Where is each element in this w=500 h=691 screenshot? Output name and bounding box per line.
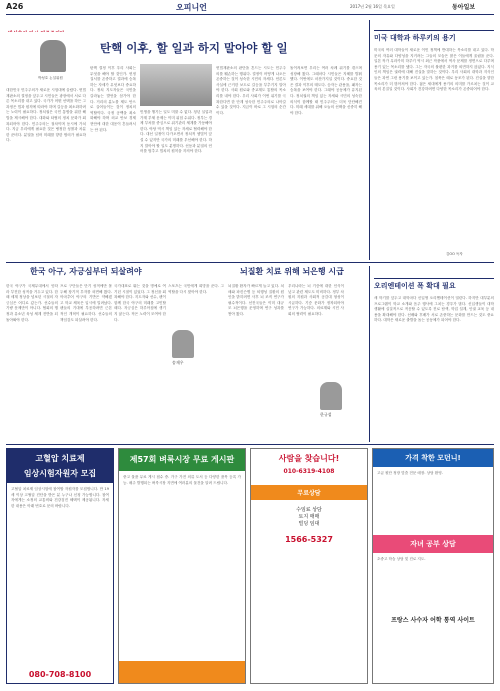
ad-right-a: 가격 착한 모던니! <box>373 449 493 467</box>
writer-name-2: 한규섭 <box>320 412 332 417</box>
page-number: A26 <box>6 2 24 11</box>
column-kicker <box>8 20 96 32</box>
ad-market-footer <box>119 661 245 683</box>
mid-body-1: 한국 야구가 국제무대에서 잇따라 부진한 성적을 거두고 있다. 한때 세계 정상을 넘보던 시절의 자긍심은 어디로 갔는가. 선수들의 기량 문제만이 아니다. 협회의 행정과 유소년 육성 체계 전반을 되돌아봐야 한다. <box>6 284 58 322</box>
writer-name-1: 송재우 <box>172 360 184 365</box>
columnist-byline: 박성호 논설위원 <box>38 76 63 80</box>
ad-market-title: 제57회 벼룩시장 무료 게시판 <box>119 449 245 471</box>
ad-right-b: 자녀 공부 상담 <box>373 535 493 553</box>
paper-name: 동아일보 <box>452 4 476 11</box>
mid-left-title: 한국 아구, 자긍심부터 되살려야 <box>30 266 142 276</box>
right-top-title: 미국 대학과 하루키의 용기 <box>374 33 456 42</box>
mid-kicker <box>170 268 210 278</box>
editorial-body-3: 헌법재판소의 판단을 흔드는 시도는 민주주의를 훼손하는 행위다. 결정이 어떻게 나오든 존중하는 것이 성숙한 시민의 자세다. 언론도 사실에 근거한 보도로 갈등을 부추기지 말아야 한다. 사회 원로와 종교계도 통합의 목소리를 내야 한다. 우리 사회가 이번 위기를 극복한다면 한 단계 성숙한 민주주의로 나아갈 수 있을 것이다. 지금이 바로 그 시험의 순간이다. <box>216 66 286 115</box>
col1-body: 대한민국 민주주의가 새로운 시험대에 올랐다. 헌법 재판소의 결정을 앞두고 시민들은 광장에서 서로 다른 목소리를 내고 있다. 국가가 어떤 선택을 하든 그 과정은 법과 원칙에 따라야 하며 갈등을 최소화하려는 노력이 필요하다. 정치권은 국민 통합을 위한 해법을 제시해야 한다. 대화와 타협의 정치 문화가 회복되어야 한다. 민주주의는 절차이며 동시에 가치다. 지금 우리에게 필요한 것은 냉정한 성찰과 차분한 준비다. 분열을 넘어 미래를 향한 합의가 필요하다. <box>6 88 86 143</box>
right-top-kicker <box>374 20 494 30</box>
ad-clinical-phone[interactable]: 080-708-8100 <box>28 670 92 679</box>
right-mid-body: 새 학기를 앞두고 대학마다 신입생 오리엔테이션이 열린다. 하지만 대부분의 프로그램이 학교 소개와 음주 행사에 그치는 경우가 많다. 신입생들이 대학 생활에 실질적으로 적응할 수 있도록 진로 탐색, 학업 설계, 인권 교육 등 내용을 확대해야 한다. 선배와 후배가 서로 존중하는 문화를 만드는 것도 중요하다. 대학은 새로운 출발을 돕는 공동체가 되어야 한다. <box>374 296 494 323</box>
mid-body-5: 뇌질환 환자가 빠르게 늘고 있다. 치매와 파킨슨병 등 퇴행성 질환의 원인을 밝히려면 사후 뇌 조직 연구가 필수적이다. 선진국들은 이미 대규모 뇌은행을 운영하며 연구 성과를 쌓아 왔다. <box>228 284 284 316</box>
editorial-title: 탄핵 이후, 할 일과 하지 말아야 할 일 <box>100 41 288 55</box>
ad-market-body: 중고 물품 무료 게시 접수 중. 가구 가전 의류 도서 등 다양한 품목 등록 가능. 매주 발행되는 벼룩시장 지면에 여러분의 물건을 알려 드립니다. <box>123 475 241 485</box>
ad-consult-line-2: 토지 매매 <box>298 514 320 520</box>
ad-consult-line-1: 수임료 상담 <box>296 507 322 513</box>
editorial-body-1: 탄핵 결정 이후 우리 사회는 무엇을 해야 할 것인가. 헌정 질서를 존중하고 결과에 승복하는 자세가 무엇보다 중요하다. 정치 지도자들은 국민을 갈라놓는 발언을 삼가야 한다. 거리의 분노를 제도 안으로 끌어들이는 것이 정치의 역할이다. 국정 공백을 최소화해야 하며 외교 안보 경제 현안에 대한 대응이 흔들려서는 안 된다. <box>90 66 136 132</box>
ad-missing-phone[interactable]: 010-6319-4108 <box>283 468 335 475</box>
masthead <box>0 0 500 14</box>
ad-consult-line-3: 빌딩 임대 <box>298 521 320 527</box>
ad-clinical-trial[interactable] <box>6 448 114 684</box>
ad-clinical-title2: 임상시험자원자 모집 <box>7 468 113 483</box>
right-top-body: 미국의 여러 대학들이 새로운 이민 정책에 반대하는 목소리를 내고 있다. 학문의 자유와 다양성을 지키려는 그들의 모습은 많은 이들에게 울림을 준다. 일본 작가 무라카미 하루키 역시 최근 작품에서 역사 문제를 정면으로 다루며 용기 있는 목소리를 냈다. 그는 자국의 불편한 과거를 외면하지 않았다. 지식인의 책임은 권력에 대해 진실을 말하는 것이다. 우리 사회의 대학과 지식인들은 과연 그런 용기를 보이고 있는가. 침묵은 때로 동조가 된다. 진실을 향한 목소리가 더 많아져야 한다. 젊은 세대에게 용기의 의미를 가르치는 것이 교육의 본질일 것이다. 사회가 건강하려면 다양한 목소리가 존중되어야 한다. <box>374 48 494 92</box>
writer-photo-1 <box>172 330 194 358</box>
columnist-photo <box>40 40 66 72</box>
mid-body-6: 우리나라는 뇌 기증에 대한 인식이 낮고 관련 제도도 미비하다. 정부 차원의 지원과 사회적 공감대 형성이 시급하다. 기증 문화가 정착되어야 연구가 가능하다. 의료계와 시민 사회의 협력이 필요하다. <box>288 284 344 316</box>
ad-missing-person[interactable] <box>250 448 368 684</box>
mid-right-title: 뇌질환 치료 위해 뇌은행 시급 <box>240 266 344 276</box>
ad-right-stack[interactable] <box>372 448 494 684</box>
right-top-byline: 김OO 독자 <box>446 252 463 256</box>
ad-consult-phone[interactable]: 1566-5327 <box>285 535 333 544</box>
ad-market[interactable] <box>118 448 246 684</box>
right-mid-kicker <box>374 268 494 278</box>
mid-body-4: 스포츠는 국민에게 희망을 준다. 그 역할을 다시 찾아야 한다. <box>168 284 224 294</box>
editorial-body-4: 돌이켜보면 우리는 여러 차례 위기를 겪으며 성장해 왔다. 그때마다 시민들은 지혜를 발휘했다. 이번에도 마찬가지일 것이다. 중요한 것은 결과 이후의 태도다. 승자는 관용을, 패자는 승복을 보여야 한다. 그래야 공동체가 유지된다. 정치권의 책임 있는 자세와 시민의 성숙한 의식이 함께할 때 민주주의는 더욱 단단해진다. 미래 세대를 위해 오늘의 선택을 신중히 해야 한다. <box>290 66 362 115</box>
column-kicker-text <box>8 31 65 32</box>
mid-body-2: 프로 구단들은 단기 성적에만 몰두해 장기적 투자를 외면해 왔다. 아마추어 야구의 기반은 약해졌고 학교 체육은 입시에 밀려났다. 팬들의 기대에 부응하려면 근본적인 개혁이 필요하다. 선수들의 책임감도 되살려야 한다. <box>60 284 112 322</box>
writer-photo-2 <box>320 382 342 410</box>
editorial-body-2: 민생을 챙기는 일도 미룰 수 없다. 청년 실업과 가계 부채 문제는 이미 위험 수위다. 정부는 경제 부처를 중심으로 위기관리 체계를 가동해야 한다. 야당 역시 책임 있는 자세로 협력해야 한다. 대선 일정이 다가오면서 정치적 셈법이 앞설 수 있지만 국가의 미래를 우선해야 한다. 하지 말아야 할 일도 분명하다. 선동과 분열의 언어를 멈추고 법치의 원칙을 지켜야 한다. <box>140 110 212 154</box>
ad-right-b-body: 초중고 학습 상담 및 진로 지도. <box>377 557 426 561</box>
ad-missing-title: 사람을 찾습니다! <box>278 454 340 463</box>
ad-right-c: 프랑스 사수자 어학 통역 사이트 <box>391 617 475 624</box>
right-mid-title: 오리엔테이션 폭 확대 필요 <box>374 281 456 290</box>
editorial-photo <box>140 64 212 106</box>
section-name: 오피니언 <box>176 3 207 12</box>
issue-date: 2017년 2월 16일 목요일 <box>350 4 395 9</box>
ad-consult-label: 무료상담 <box>251 485 367 500</box>
ad-clinical-title1: 고혈압 치료제 <box>7 449 113 468</box>
ad-right-a-body: 고급 원단 정장 맞춤 전문 매장. 상담 환영. <box>377 471 443 475</box>
mid-body-3: 국가대표로 뛰는 것을 명예로 여기던 시절이 있었다. 그 정신을 회복해야 한다. 지도자와 선수, 팬이 함께 한국 야구의 미래를 고민할 때다. 자긍심은 하루아침에 생기지 않는다. 작은 노력이 모여야 한다. <box>114 284 166 322</box>
ad-clinical-body: 고혈압 치료제 임상시험에 참여할 자원자를 모집합니다. 만 19세 이상 고혈압 진단을 받은 분 누구나 신청 가능합니다. 참여자에게는 소정의 교통비와 건강검진 혜택이 제공됩니다. 자세한 내용은 아래 번호로 문의 바랍니다. <box>11 487 109 508</box>
